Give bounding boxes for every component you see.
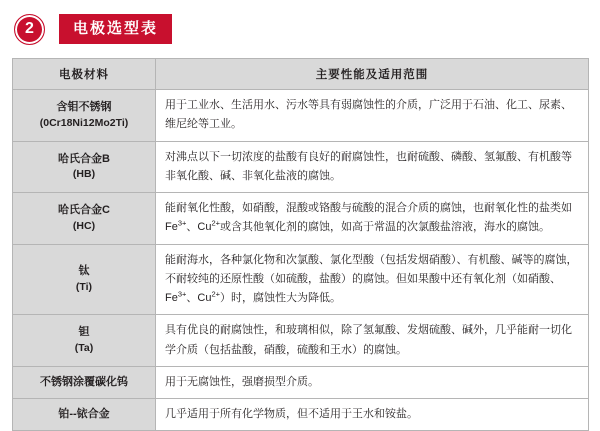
cell-description: 能耐海水，各种氯化物和次氯酸、氯化型酸（包括发烟硝酸）、有机酸、碱等的腐蚀，不耐较纯的还原性酸（如硫酸，盐酸）的腐蚀。但如果酸中还有氧化剂（如硝酸、$Fe^{3+}$、$Cu^{2+}$）时，腐蚀性大为降低。: [156, 244, 589, 315]
cell-description: 用于工业水、生活用水、污水等具有弱腐蚀性的介质，广泛用于石油、化工、尿素、维尼纶等工业。: [156, 90, 589, 142]
cell-description: 几乎适用于所有化学物质，但不适用于王水和铵盐。: [156, 399, 589, 431]
material-name: 哈氏合金B: [58, 152, 110, 165]
column-header-description: 主要性能及适用范围: [156, 59, 589, 90]
cell-material: [13, 193, 156, 245]
material-name: 含钼不锈钢: [56, 101, 112, 114]
table-row: [13, 315, 589, 367]
table-row: [13, 90, 589, 142]
material-code: (HC): [72, 219, 96, 232]
cell-material: [13, 399, 156, 431]
material-code: (0Cr18Ni12Mo2Ti): [39, 116, 129, 129]
material-name: 哈氏合金C: [58, 204, 110, 217]
section-number-badge: 2: [14, 14, 45, 45]
page-title: 电极选型表: [59, 14, 172, 44]
cell-material: [13, 244, 156, 315]
cell-description: 具有优良的耐腐蚀性，和玻璃相似，除了氢氟酸、发烟硫酸、碱外，几乎能耐一切化学介质（包括盐酸，硝酸，硫酸和王水）的腐蚀。: [156, 315, 589, 367]
material-name: 不锈钢涂覆碳化钨: [40, 376, 128, 389]
material-code: (Ti): [75, 280, 93, 293]
table-row: [13, 141, 589, 193]
table-row: [13, 244, 589, 315]
table-header: [13, 59, 589, 90]
material-name: 铂--铱合金: [58, 408, 110, 421]
cell-description: 能耐氧化性酸，如硝酸，混酸或铬酸与硫酸的混合介质的腐蚀，也耐氧化性的盐类如$Fe^{3+}$、$Cu^{2+}$或含其他氧化剂的腐蚀，如高于常温的次氯酸盐溶液，海水的腐蚀。: [156, 193, 589, 245]
section-header: [14, 12, 588, 46]
electrode-selection-table: [12, 58, 589, 431]
table-row: [13, 193, 589, 245]
column-header-material: 电极材料: [13, 59, 156, 90]
material-code: (HB): [72, 168, 96, 181]
table-row: [13, 399, 589, 431]
cell-description: 对沸点以下一切浓度的盐酸有良好的耐腐蚀性，也耐硫酸、磷酸、氢氟酸、有机酸等非氧化酸、碱、非氧化盐液的腐蚀。: [156, 141, 589, 193]
table-row: [13, 366, 589, 398]
cell-description: 用于无腐蚀性，强磨损型介质。: [156, 366, 589, 398]
table-body: [13, 90, 589, 431]
cell-material: [13, 366, 156, 398]
cell-material: [13, 90, 156, 142]
material-name: 钛: [78, 265, 90, 278]
cell-material: [13, 141, 156, 193]
material-name: 钽: [78, 326, 90, 339]
material-code: (Ta): [74, 341, 94, 354]
table-header-row: [13, 59, 589, 90]
cell-material: [13, 315, 156, 367]
